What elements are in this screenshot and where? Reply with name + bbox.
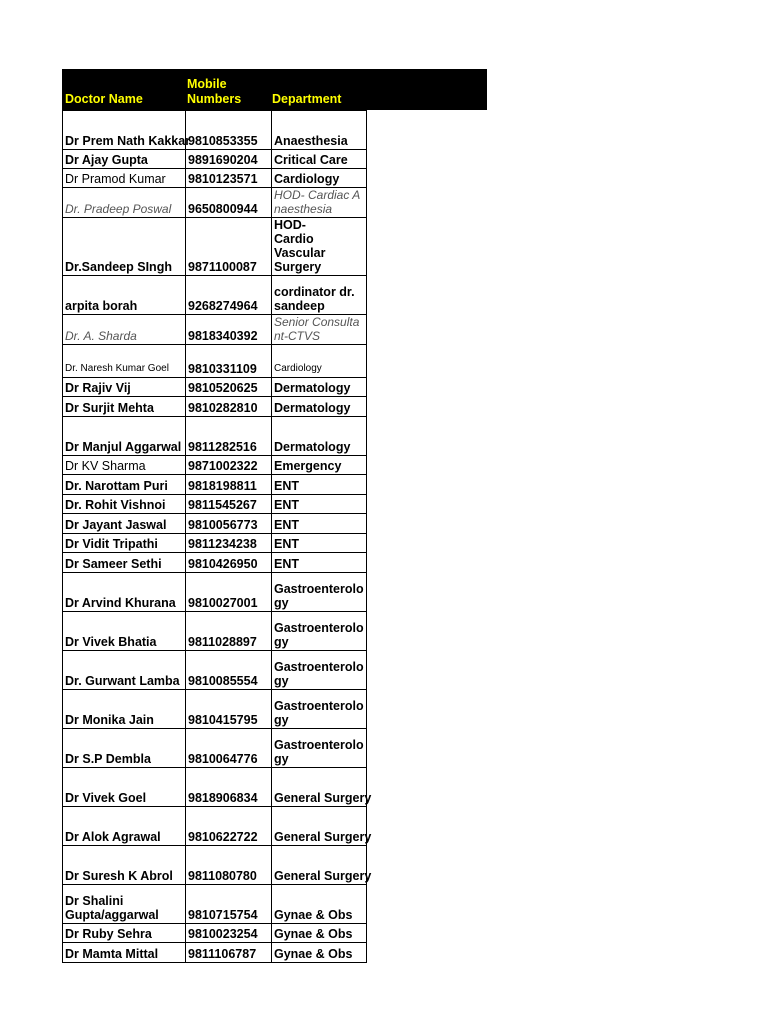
table-row (63, 169, 367, 188)
table-row (63, 417, 367, 456)
department-cell: Gastroenterology (272, 651, 367, 690)
doctor-name-cell: Dr Prem Nath Kakkar (63, 111, 186, 150)
department-cell: Dermatology (272, 378, 367, 397)
table-row (63, 514, 367, 534)
department-cell: Cardiology (272, 345, 367, 378)
doctor-name-cell: Dr.Sandeep SIngh (63, 218, 186, 276)
mobile-number-cell: 9810426950 (186, 553, 272, 573)
table-row (63, 276, 367, 315)
mobile-number-cell: 9810123571 (186, 169, 272, 188)
doctor-name-cell: Dr Mamta Mittal (63, 943, 186, 963)
mobile-number-cell: 9810853355 (186, 111, 272, 150)
doctor-table (62, 110, 372, 963)
mobile-number-cell: 9818906834 (186, 768, 272, 807)
table-row (63, 768, 367, 807)
mobile-number-cell: 9818198811 (186, 475, 272, 495)
doctor-name-cell: Dr Vidit Tripathi (63, 534, 186, 553)
table-row (63, 534, 367, 553)
doctor-name-cell: arpita borah (63, 276, 186, 315)
mobile-number-cell: 9810085554 (186, 651, 272, 690)
department-cell: Dermatology (272, 397, 367, 417)
mobile-number-cell: 9810622722 (186, 807, 272, 846)
doctor-name-cell: Dr. Gurwant Lamba (63, 651, 186, 690)
doctor-name-cell: Dr. Rohit Vishnoi (63, 495, 186, 514)
table-header (62, 69, 487, 110)
department-cell: General Surgery (272, 768, 367, 807)
table-row (63, 729, 367, 768)
doctor-name-cell: Dr. Narottam Puri (63, 475, 186, 495)
department-cell: Dermatology (272, 417, 367, 456)
header-doctor-name: Doctor Name (65, 92, 143, 106)
table-row (63, 573, 367, 612)
header-department: Department (272, 92, 342, 106)
doctor-name-cell: Dr Alok Agrawal (63, 807, 186, 846)
department-cell: ENT (272, 534, 367, 553)
doctor-name-cell: Dr Ajay Gupta (63, 150, 186, 169)
mobile-number-cell: 9871002322 (186, 456, 272, 475)
table-row (63, 111, 367, 150)
doctor-name-cell: Dr Jayant Jaswal (63, 514, 186, 534)
table-row (63, 315, 367, 345)
department-cell: Emergency (272, 456, 367, 475)
department-cell: Gastroenterology (272, 690, 367, 729)
table-row (63, 943, 367, 963)
mobile-number-cell: 9810023254 (186, 924, 272, 943)
mobile-number-cell: 9811080780 (186, 846, 272, 885)
table-row (63, 188, 367, 218)
doctor-name-cell: Dr S.P Dembla (63, 729, 186, 768)
table-row (63, 456, 367, 475)
mobile-number-cell: 9268274964 (186, 276, 272, 315)
mobile-number-cell: 9810415795 (186, 690, 272, 729)
doctor-table-body (63, 111, 372, 963)
table-row (63, 150, 367, 169)
department-cell: Cardiology (272, 169, 367, 188)
doctor-name-cell: Dr. Pradeep Poswal (63, 188, 186, 218)
mobile-number-cell: 9811106787 (186, 943, 272, 963)
mobile-number-cell: 9810282810 (186, 397, 272, 417)
department-cell: ENT (272, 495, 367, 514)
department-cell: Gynae & Obs (272, 885, 367, 924)
table-row (63, 612, 367, 651)
doctor-name-cell: Dr Vivek Bhatia (63, 612, 186, 651)
mobile-number-cell: 9650800944 (186, 188, 272, 218)
department-cell: HOD- Cardio Vascular Surgery (272, 218, 367, 276)
doctor-name-cell: Dr Surjit Mehta (63, 397, 186, 417)
mobile-number-cell: 9810331109 (186, 345, 272, 378)
mobile-number-cell: 9810064776 (186, 729, 272, 768)
doctor-name-cell: Dr Pramod Kumar (63, 169, 186, 188)
mobile-number-cell: 9871100087 (186, 218, 272, 276)
table-row (63, 397, 367, 417)
department-cell: Gastroenterology (272, 573, 367, 612)
table-row (63, 553, 367, 573)
department-cell: cordinator dr. sandeep (272, 276, 367, 315)
department-cell: Gynae & Obs (272, 924, 367, 943)
doctor-name-cell: Dr. A. Sharda (63, 315, 186, 345)
department-cell: Gastroenterology (272, 612, 367, 651)
table-row (63, 495, 367, 514)
table-row (63, 378, 367, 397)
doctor-name-cell: Dr Suresh K Abrol (63, 846, 186, 885)
mobile-number-cell: 9810520625 (186, 378, 272, 397)
department-cell: General Surgery (272, 846, 367, 885)
mobile-number-cell: 9810056773 (186, 514, 272, 534)
department-cell: Gynae & Obs (272, 943, 367, 963)
doctor-name-cell: Dr Rajiv Vij (63, 378, 186, 397)
table-row (63, 218, 367, 276)
department-cell: General Surgery (272, 807, 367, 846)
table-row (63, 846, 367, 885)
department-cell: HOD- Cardiac Anaesthesia (272, 188, 367, 218)
department-cell: ENT (272, 514, 367, 534)
table-row (63, 690, 367, 729)
doctor-name-cell: Dr Ruby Sehra (63, 924, 186, 943)
mobile-number-cell: 9811028897 (186, 612, 272, 651)
mobile-number-cell: 9891690204 (186, 150, 272, 169)
department-cell: Gastroenterology (272, 729, 367, 768)
table-row (63, 345, 367, 378)
header-mobile-numbers: Mobile Numbers (187, 77, 242, 106)
doctor-name-cell: Dr KV Sharma (63, 456, 186, 475)
table-row (63, 924, 367, 943)
doctor-directory-sheet (62, 69, 487, 963)
mobile-number-cell: 9811282516 (186, 417, 272, 456)
doctor-name-cell: Dr Sameer Sethi (63, 553, 186, 573)
mobile-number-cell: 9818340392 (186, 315, 272, 345)
doctor-name-cell: Dr Monika Jain (63, 690, 186, 729)
table-row (63, 651, 367, 690)
table-row (63, 885, 367, 924)
table-row (63, 807, 367, 846)
mobile-number-cell: 9810027001 (186, 573, 272, 612)
table-row (63, 475, 367, 495)
doctor-name-cell: Dr Arvind Khurana (63, 573, 186, 612)
mobile-number-cell: 9810715754 (186, 885, 272, 924)
department-cell: ENT (272, 553, 367, 573)
doctor-name-cell: Dr Vivek Goel (63, 768, 186, 807)
mobile-number-cell: 9811234238 (186, 534, 272, 553)
department-cell: Critical Care (272, 150, 367, 169)
mobile-number-cell: 9811545267 (186, 495, 272, 514)
department-cell: Anaesthesia (272, 111, 367, 150)
department-cell: ENT (272, 475, 367, 495)
doctor-name-cell: Dr Manjul Aggarwal (63, 417, 186, 456)
doctor-name-cell: Dr Shalini Gupta/aggarwal (63, 885, 186, 924)
doctor-name-cell: Dr. Naresh Kumar Goel (63, 345, 186, 378)
department-cell: Senior Consultant-CTVS (272, 315, 367, 345)
